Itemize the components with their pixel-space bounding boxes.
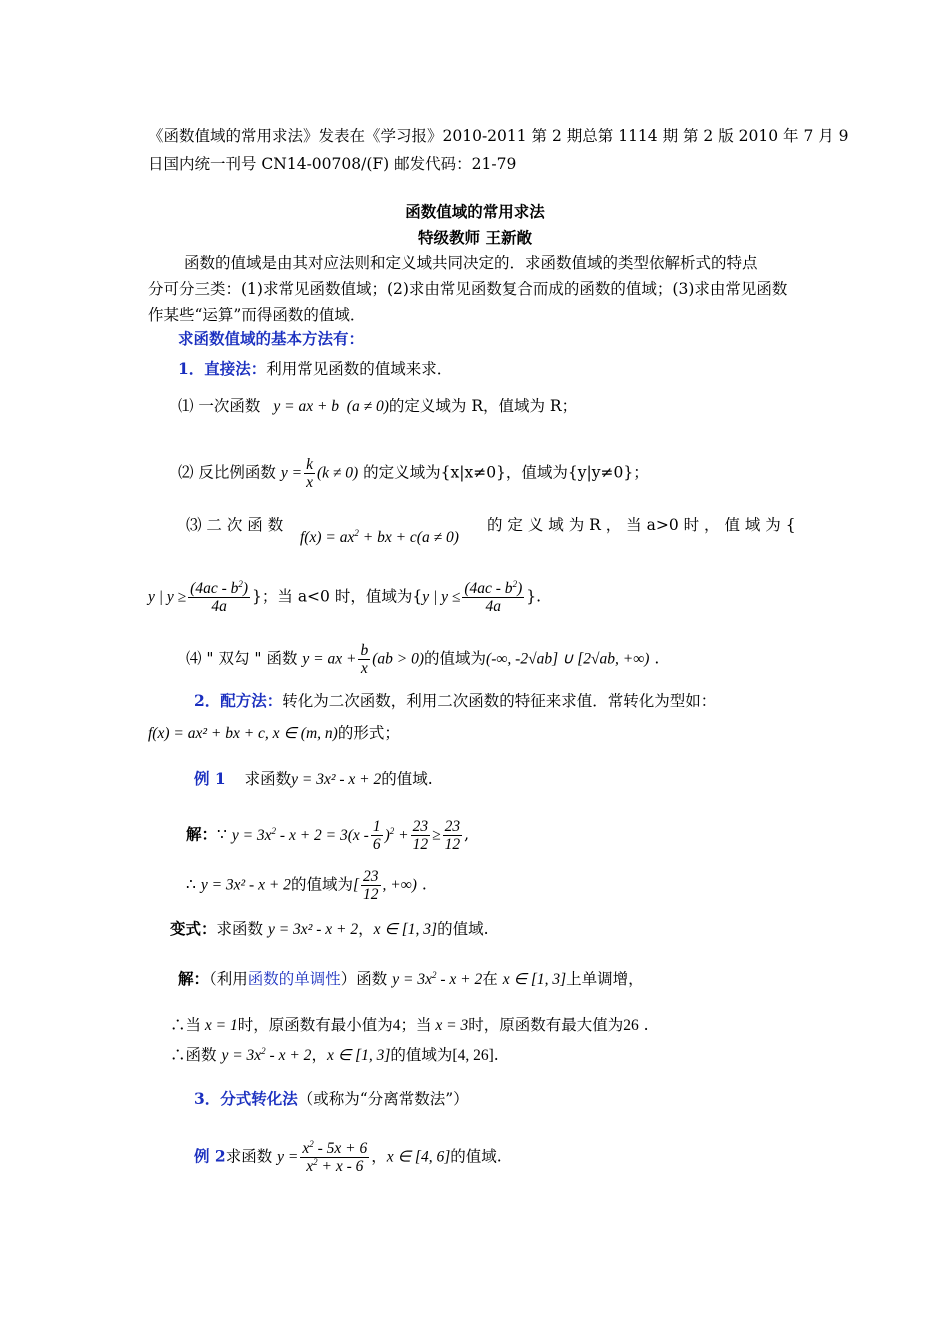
- method-3-text: （或称为“分离常数法”）: [297, 1090, 469, 1108]
- method-1-text: 利用常见函数的值域来求．: [266, 360, 453, 378]
- method-2-text: 转化为二次函数，利用二次函数的特征来求值．常转化为型如：: [282, 692, 717, 710]
- item-1-math: y = ax + b (a ≠ 0): [273, 398, 389, 415]
- range-line: ∴函数 $y = 3x^2 - x + 2$，x ∈ [1, 3]的值域为[4, 26].: [170, 1046, 499, 1065]
- solution-2: 解：（利用函数的单调性）函数 $y = 3x^2 - x + 2$在 x ∈ [1, 3]上单调增，: [178, 969, 644, 989]
- item-4-label: ⑷ " 双勾 " 函数: [186, 649, 298, 668]
- variant-tail: 的值域.: [437, 920, 489, 938]
- item-4-text: 的值域为: [424, 649, 487, 668]
- method-3: [194, 1090, 469, 1109]
- range-text-a: ∴函数: [170, 1046, 217, 1065]
- example-1-math: y = 3x² - x + 2: [291, 771, 382, 788]
- intro-line-3: 作某些“运算”而得函数的值域．: [148, 306, 366, 324]
- page-title: 函数值域的常用求法: [405, 202, 545, 221]
- example-2: 例 2求函数 y = $\frac{x^2 - 5x + 6}{x^2 + x - 6}$ ，x ∈ [4, 6]的值域.: [194, 1139, 502, 1176]
- range-text-b: 的值域为: [390, 1046, 453, 1065]
- solution-2-text-d: 上单调增，: [566, 970, 644, 989]
- basic-methods-heading: 求函数值域的基本方法有：: [178, 329, 365, 348]
- item-3-ranges: y | y ≥ $\frac{(4ac - b^2)}{4a}$ }；当 a<0 时，值域为{y | y ≤ $\frac{(4ac - b^2)}{4a}$ }.: [148, 579, 542, 616]
- item-2-label: ⑵ 反比例函数: [178, 463, 276, 482]
- example-1-tail: 的值域.: [381, 770, 433, 788]
- item-4: ⑷ " 双勾 " 函数 y = ax + $\frac{b}{x}$ (ab > 0)的值域为(-∞, -2√ab] ∪ [2√ab, +∞) .: [186, 642, 660, 678]
- item-2-math: y =: [280, 464, 303, 482]
- solution-2-text-b: ）函数: [340, 970, 388, 989]
- extremes-text-a: ∴当: [170, 1016, 202, 1034]
- extremes-text-d: 时，原函数有最大值为: [468, 1016, 624, 1034]
- fraction-one-sixth: $\frac{1}{6}$: [372, 818, 381, 854]
- method-1: [178, 360, 452, 379]
- fraction-23-12: $\frac{23}{12}$: [412, 818, 429, 854]
- max-value: 26: [623, 1017, 639, 1034]
- solution-2-text-c: 在: [482, 970, 498, 989]
- item-4-fraction: $\frac{b}{x}$: [360, 642, 369, 678]
- example-2-label: 例 2: [194, 1146, 226, 1166]
- extremes-text-c: ；当: [400, 1016, 432, 1034]
- method-2: [194, 692, 716, 711]
- item-2-text: 的定义域为{x|x≠0}，值域为{y|y≠0}；: [363, 463, 649, 482]
- variant-math: y = 3x² - x + 2: [267, 921, 359, 938]
- method-1-title: 1．直接法：: [178, 359, 267, 378]
- item-3-math: $f(x) = ax^2$ + bx + c(a ≠ 0): [300, 528, 459, 547]
- variant: 变式：求函数 y = 3x² - x + 2，x ∈ [1, 3]的值域.: [170, 919, 489, 938]
- item-3-label: ⑶ 二 次 函 数: [186, 516, 284, 534]
- example-1: [194, 770, 433, 790]
- range-value: [4, 26]: [452, 1047, 494, 1065]
- item-1-label: ⑴ 一次函数: [178, 397, 261, 415]
- range-fraction-max: $\frac{(4ac - b^2)}{4a}$: [190, 579, 249, 616]
- item-3-text-2: }；当 a<0 时，值域为{: [252, 587, 423, 606]
- method-2-math: f(x) = ax² + bx + c, x ∈ (m, n): [148, 725, 338, 742]
- method-3-title: 3．分式转化法: [194, 1089, 298, 1108]
- solution-2-text-a: （利用: [209, 970, 248, 989]
- method-2-form: [148, 724, 400, 744]
- author: 特级教师 王新敞: [418, 228, 532, 247]
- source-line-2: 日国内统一刊号 CN14-00708/(F) 邮发代码：21-79: [148, 155, 517, 173]
- solution-label: 解：: [186, 824, 218, 844]
- method-2-title: 2．配方法：: [194, 691, 283, 710]
- range-fraction-min: $\frac{(4ac - b^2)}{4a}$: [464, 579, 523, 616]
- example-2-domain: x ∈ [4, 6]: [386, 1148, 451, 1166]
- item-3-text: 的 定 义 域 为 R ， 当 a>0 时 ， 值 域 为 {: [487, 516, 796, 534]
- example-1-label: 例 1: [194, 769, 226, 788]
- extremes-line: ∴当 x = 1时，原函数有最小值为4；当 x = 3时，原函数有最大值为26 .: [170, 1016, 649, 1034]
- variant-label: 变式：: [170, 919, 217, 938]
- extremes-text-b: 时，原函数有最小值为: [237, 1016, 393, 1034]
- item-1: [178, 397, 577, 417]
- item-2: ⑵ 反比例函数 y = $\frac{k}{x}$ (k ≠ 0) 的定义域为{x|x≠0}，值域为{y|y≠0}；: [178, 456, 649, 492]
- fraction-range: $\frac{23}{12}$: [363, 868, 379, 904]
- example-1-text: 求函数: [244, 770, 292, 788]
- item-3-text-3: }.: [526, 587, 542, 606]
- intro-line-1: 函数的值域是由其对应法则和定义域共同决定的．求函数值域的类型依解析式的特点: [184, 254, 758, 272]
- item-2-fraction: $\frac{k}{x}$: [306, 456, 313, 492]
- monotonicity-link[interactable]: 函数的单调性: [247, 970, 341, 989]
- example-2-fraction: $\frac{x^2 - 5x + 6}{x^2 + x - 6}$: [302, 1139, 368, 1176]
- item-3: [186, 516, 283, 535]
- variant-text: 求函数: [216, 920, 264, 938]
- therefore-1-text: 的值域为: [290, 875, 353, 894]
- solution-1: 解：∵ $y = 3x^2 - x + 2 = 3(x$ - $\frac{1}{6}$ )$^2$ + $\frac{23}{12}$ ≥ $\frac{23}{12}$ ,: [186, 818, 470, 854]
- item-4-range: (-∞, -2√ab] ∪ [2√ab, +∞): [486, 650, 650, 668]
- therefore-1: ∴ y = 3x² - x + 2的值域为[ $\frac{23}{12}$ , +∞) .: [186, 868, 427, 904]
- item-1-text: 的定义域为 R，值域为 R；: [388, 397, 578, 415]
- therefore-1-math: y = 3x² - x + 2: [200, 876, 291, 894]
- intro-line-2: 分可分三类：(1)求常见函数值域；(2)求由常见函数复合而成的函数的值域；(3)求由常见函数: [148, 280, 788, 298]
- fraction-23-12-b: $\frac{23}{12}$: [444, 818, 461, 854]
- min-value: 4: [392, 1017, 401, 1034]
- variant-domain: x ∈ [1, 3]: [373, 921, 438, 938]
- method-2-tail: 的形式；: [337, 724, 400, 742]
- example-2-tail: 的值域.: [450, 1147, 502, 1166]
- example-2-text: 求函数: [225, 1147, 273, 1166]
- solution-2-label: 解：: [178, 969, 210, 989]
- source-line-1: 《函数值域的常用求法》发表在《学习报》2010-2011 第 2 期总第 1114 期 第 2 版 2010 年 7 月 9: [148, 127, 849, 145]
